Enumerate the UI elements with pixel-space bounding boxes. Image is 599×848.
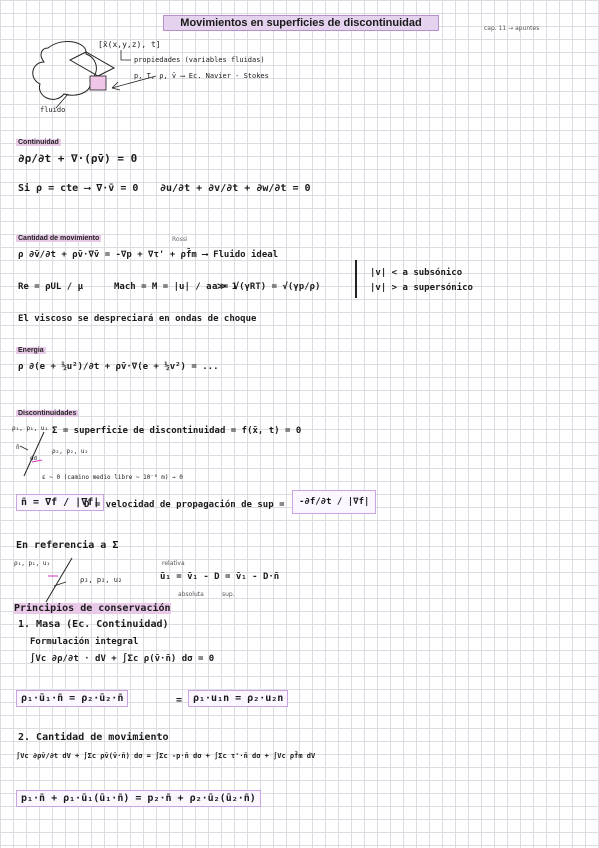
reynolds-eq: Re = ρUL / μ [18, 282, 84, 292]
dsigma-label: dσ [30, 455, 38, 462]
continuidad-eq2-lhs: Si ρ = cte ⟶ ∇·v̄ = 0 [18, 183, 139, 194]
cantidad-eq1: ρ ∂v̄/∂t + ρv̄·∇v̄ = -∇p + ∇τ' + ρf̄m ⟶ Fluido ideal [18, 250, 279, 260]
movimiento-title: 2. Cantidad de movimiento [18, 732, 169, 743]
section-energia: Energia [18, 347, 44, 354]
cantidad-note: Rossi [172, 236, 188, 243]
formulacion-label: Formulación integral [30, 637, 139, 647]
d-def: D = velocidad de propagación de sup = [84, 500, 285, 510]
continuidad-eq2-rhs: ∂u/∂t + ∂v/∂t + ∂w/∂t = 0 [160, 183, 311, 194]
principios-title: Principios de conservación [14, 603, 171, 614]
supersonic-label: |v| > a supersónico [370, 283, 473, 293]
d-frac-box: -∂f/∂t / |∇f| [292, 490, 376, 514]
eps-note: ε ~ 0 (camino medio libre ~ 10⁻⁸ m) → 0 [42, 474, 183, 481]
viscoso-note: El viscoso se despreciará en ondas de choque [18, 314, 257, 324]
masa-box2: ρ₁·u₁n = ρ₂·u₂n [188, 690, 288, 707]
section-cantidad: Cantidad de movimiento [18, 235, 100, 242]
ref-left-label: ρ₁, p₁, u₁ [14, 560, 51, 567]
continuidad-eq1: ∂ρ/∂t + ∇·(ρv̄) = 0 [18, 152, 138, 165]
page-title: Movimientos en superficies de discontinuidad [163, 15, 439, 31]
ref-absoluta: absoluta [178, 591, 204, 598]
movimiento-eq: ∫Vc ∂ρv̄/∂t dV + ∫Σc ρv̄(v̄·n̄) dσ = ∫Σc -p·n̄ dσ + ∫Σc τ'·n̄ dσ + ∫Vc ρf̄m dV [16, 752, 316, 760]
sound-speed-eq: a = √(γRT) = √(γp/ρ) [212, 282, 321, 292]
intro-eq: p, T, ρ, v̄ ⟶ Ec. Navier - Stokes [134, 72, 269, 80]
fluid-label: fluido [40, 106, 66, 114]
equals-sign: = [176, 695, 183, 706]
masa-box: ρ₁·ū₁·n̄ = ρ₂·ū₂·n̄ [16, 690, 128, 707]
referencia-title: En referencia a Σ [16, 540, 119, 551]
intro-props: propiedades (variables fluidas) [134, 56, 265, 64]
vertical-divider [355, 260, 357, 298]
disc-label2: ρ₂, p₂, u₂ [52, 448, 89, 455]
normal-def-box: n̄ = ∇f / |∇f| [16, 494, 104, 511]
ref-sup: sup. [222, 591, 235, 598]
ref-right-label: ρ₂, p₂, u₂ [80, 576, 123, 584]
ref-eq: ū₁ = v̄₁ - D = v̄₁ - D·n̄ [160, 572, 280, 582]
masa-eq: ∫Vc ∂ρ/∂t · dV + ∫Σc ρ(v̄·n̄) dσ = 0 [30, 654, 215, 664]
ref-relativa: relativa [162, 560, 185, 567]
movimiento-box: p₁·n̄ + ρ₁·ū₁(ū₁·n̄) = p₂·n̄ + ρ₂·ū₂(ū₂·n̄) [16, 790, 261, 807]
intro-coords: [x̄(x,y,z), t] [98, 40, 161, 49]
sigma-def: Σ = superficie de discontinuidad = f(x̄, t) = 0 [52, 426, 302, 436]
masa-title: 1. Masa (Ec. Continuidad) [18, 619, 169, 630]
section-discontinuidades: Discontinuidades [18, 410, 77, 417]
bracket-line [118, 50, 132, 64]
disc-label1: ρ₁, p₁, u₁ [12, 425, 49, 432]
normal-label: n̄ [16, 444, 20, 451]
section-continuidad: Continuidad [18, 139, 59, 146]
subsonic-label: |v| < a subsónico [370, 268, 463, 278]
corner-note: cap. 11 → apuntes [484, 25, 540, 32]
mach-eq: Mach = M = |u| / a ≫ 1 [114, 282, 238, 292]
energia-eq: ρ ∂(e + ½u²)/∂t + ρv̄·∇(e + ½v²) = ... [18, 362, 219, 372]
